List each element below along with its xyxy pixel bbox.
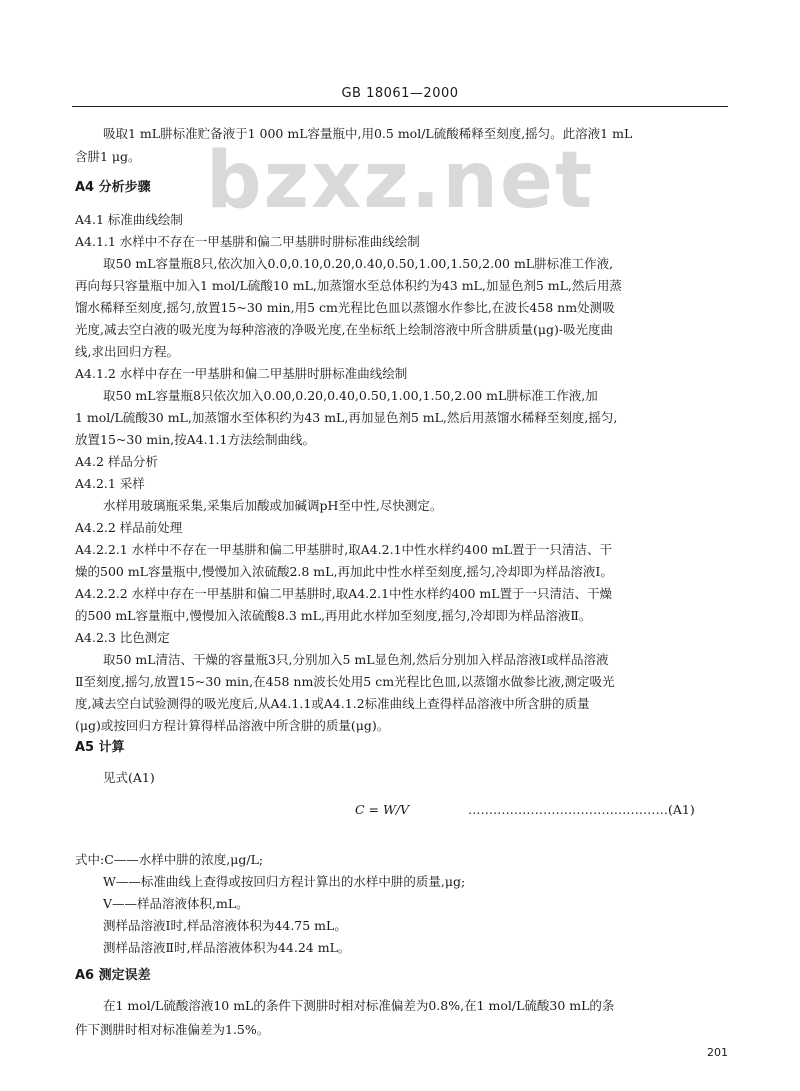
section-a4-2-heading: A4.2 样品分析: [75, 454, 158, 469]
paragraph-line: 1 mol/L硫酸30 mL,加蒸馏水至体积约为43 mL,再加显色剂5 mL,然后用蒸馏水稀释至刻度,摇匀,: [75, 410, 618, 425]
paragraph-line: 度,减去空白试验测得的吸光度后,从A4.1.1或A4.1.2标准曲线上查得样品溶液中所含肼的质量: [75, 696, 590, 711]
paragraph-line: Ⅱ至刻度,摇匀,放置15~30 min,在458 nm波长处用5 cm光程比色皿,以蒸馏水做参比液,测定吸光: [75, 674, 615, 689]
section-a4-2-1-heading: A4.2.1 采样: [75, 476, 145, 491]
intro-line-1: 吸取1 mL肼标准贮备液于1 000 mL容量瓶中,用0.5 mol/L硫酸稀释至刻度,摇匀。此溶液1 mL: [103, 126, 633, 141]
where-line: 式中:C——水样中肼的浓度,μg/L;: [75, 852, 264, 867]
paragraph-line: A4.2.2.1 水样中不存在一甲基肼和偏二甲基肼时,取A4.2.1中性水样约400 mL置于一只清洁、干: [75, 542, 613, 557]
standard-code-header: GB 18061—2000: [341, 86, 459, 101]
where-line: V——样品溶液体积,mL。: [103, 896, 249, 911]
paragraph-line: 件下测肼时相对标准偏差为1.5%。: [75, 1022, 270, 1037]
header-rule: [72, 106, 728, 107]
paragraph-line: 取50 mL容量瓶8只,依次加入0.0,0.10,0.20,0.40,0.50,1.00,1.50,2.00 mL肼标准工作液,: [103, 256, 614, 271]
paragraph-line: 取50 mL清洁、干燥的容量瓶3只,分别加入5 mL显色剂,然后分别加入样品溶液Ⅰ或样品溶液: [103, 652, 609, 667]
section-a5-heading: A5 计算: [75, 740, 125, 755]
section-a4-1-heading: A4.1 标准曲线绘制: [75, 212, 183, 227]
paragraph-line: (μg)或按回归方程计算得样品溶液中所含肼的质量(μg)。: [75, 718, 390, 733]
paragraph-line: 再向每只容量瓶中加入1 mol/L硫酸10 mL,加蒸馏水至总体积约为43 mL,加显色剂5 mL,然后用蒸: [75, 278, 622, 293]
paragraph-line: 在1 mol/L硫酸溶液10 mL的条件下测肼时相对标准偏差为0.8%,在1 mol/L硫酸30 mL的条: [103, 998, 615, 1013]
paragraph-line: 燥的500 mL容量瓶中,慢慢加入浓硫酸2.8 mL,再加此中性水样至刻度,摇匀,冷却即为样品溶液Ⅰ。: [75, 564, 613, 579]
page-number: 201: [707, 1046, 728, 1059]
section-a4-heading: A4 分析步骤: [75, 180, 151, 195]
paragraph-line: 的500 mL容量瓶中,慢慢加入浓硫酸8.3 mL,再用此水样加至刻度,摇匀,冷却即为样品溶液Ⅱ。: [75, 608, 592, 623]
section-a4-2-2-heading: A4.2.2 样品前处理: [75, 520, 183, 535]
paragraph-line: 馏水稀释至刻度,摇匀,放置15~30 min,用5 cm光程比色皿以蒸馏水作参比,在波长458 nm处测吸: [75, 300, 615, 315]
intro-line-2: 含肼1 μg。: [75, 149, 141, 164]
volume-line: 测样品溶液Ⅱ时,样品溶液体积为44.24 mL。: [103, 940, 351, 955]
section-a4-1-1-heading: A4.1.1 水样中不存在一甲基肼和偏二甲基肼时肼标准曲线绘制: [75, 234, 420, 249]
formula-reference: 见式(A1): [103, 770, 155, 785]
formula: C = W/V: [355, 802, 410, 817]
paragraph-line: 取50 mL容量瓶8只依次加入0.00,0.20,0.40,0.50,1.00,1.50,2.00 mL肼标准工作液,加: [103, 388, 598, 403]
paragraph-line: 光度,减去空白液的吸光度为每种溶液的净吸光度,在坐标纸上绘制溶液中所含肼质量(μg)-吸光度曲: [75, 322, 614, 337]
formula-number: …………………………………………(A1): [468, 802, 695, 817]
paragraph-line: 放置15~30 min,按A4.1.1方法绘制曲线。: [75, 432, 315, 447]
section-a4-2-3-heading: A4.2.3 比色测定: [75, 630, 170, 645]
volume-line: 测样品溶液Ⅰ时,样品溶液体积为44.75 mL。: [103, 918, 347, 933]
paragraph-line: 水样用玻璃瓶采集,采集后加酸或加碱调pH至中性,尽快测定。: [103, 498, 443, 513]
paragraph-line: A4.2.2.2 水样中存在一甲基肼和偏二甲基肼时,取A4.2.1中性水样约400 mL置于一只清洁、干燥: [75, 586, 613, 601]
where-line: W——标准曲线上查得或按回归方程计算出的水样中肼的质量,μg;: [103, 874, 466, 889]
section-a4-1-2-heading: A4.1.2 水样中存在一甲基肼和偏二甲基肼时肼标准曲线绘制: [75, 366, 408, 381]
paragraph-line: 线,求出回归方程。: [75, 344, 179, 359]
section-a6-heading: A6 测定误差: [75, 968, 151, 983]
watermark: bzxz.net: [205, 136, 595, 226]
